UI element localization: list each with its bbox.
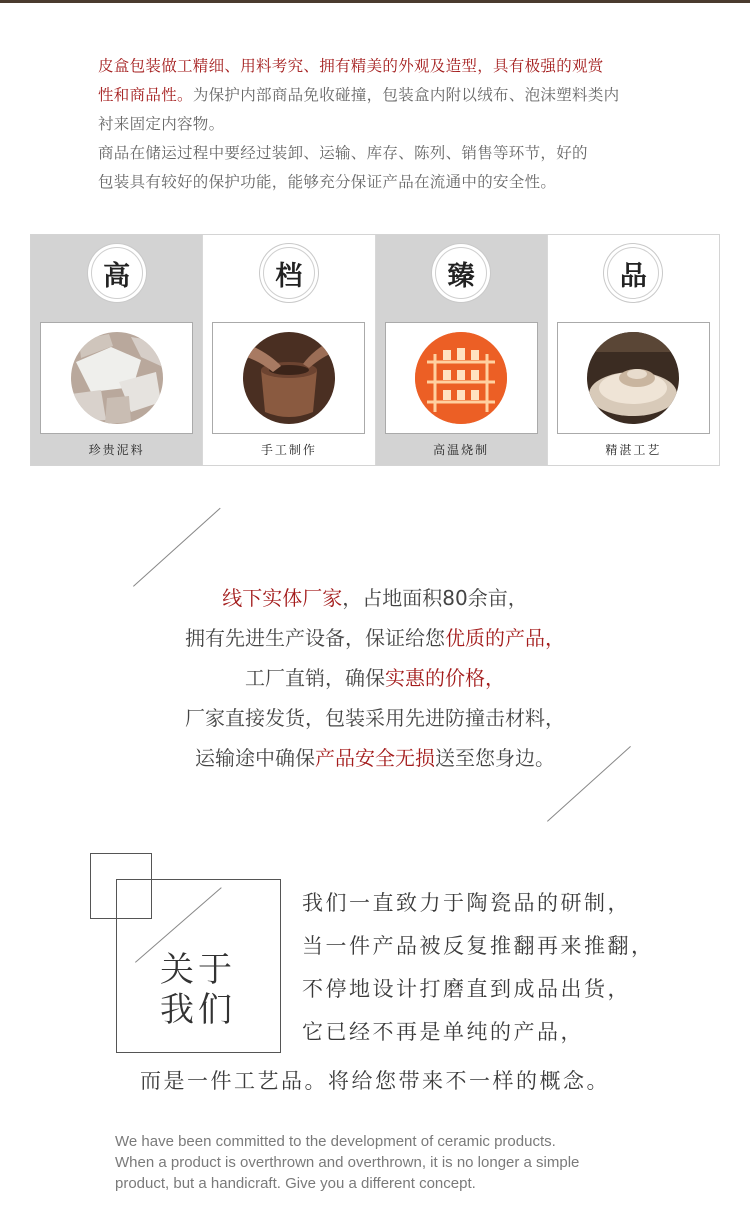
factory-highlight: 优质的产品， [445,626,565,650]
factory-line [0,738,750,778]
english-line: We have been committed to the development of ceramic products. [115,1133,556,1150]
intro-line: 衬来固定内容物。 [98,115,225,133]
factory-highlight: 线下实体厂家 [222,586,343,610]
intro-line [98,81,668,110]
intro-highlight: 性和商品性。 [98,86,193,104]
about-us-title [160,950,236,1030]
feature-caption: 手工制作 [260,443,317,457]
feature-badge: 高 [91,247,143,299]
about-us-text [302,882,655,1054]
intro-paragraph [98,52,668,197]
feature-badge: 臻 [435,247,487,299]
intro-text: 为保护内部商品免收碰撞，包装盒内附以绒布、泡沫塑料类内 [192,86,620,104]
factory-text: 工厂直销，确保 [245,666,385,690]
feature-caption: 高温烧制 [433,443,490,457]
about-closing-line: 而是一件工艺品。将给您带来不一样的概念。 [140,1069,610,1093]
decorative-slash-line [133,508,221,587]
feature-badge: 档 [263,247,315,299]
intro-highlight: 皮盒包装做工精细、用料考究、拥有精美的外观及造型，具有极强的观赏 [98,57,604,75]
english-translation [115,1131,675,1194]
intro-line: 商品在储运过程中要经过装卸、运输、库存、陈列、销售等环节，好的 [98,144,588,162]
photo-frame [557,322,710,434]
about-line: 不停地设计打磨直到成品出货， [302,977,631,1001]
intro-line: 包装具有较好的保护功能，能够充分保证产品在流通中的安全性。 [98,173,557,191]
english-line: product, but a handicraft. Give you a different concept. [115,1175,476,1192]
about-line: 当一件产品被反复推翻再来推翻， [302,934,655,958]
ceramic-lid-image [587,332,679,424]
factory-line [0,578,750,618]
feature-panel-firing [376,235,548,465]
about-title-line: 关于 [160,950,236,990]
about-line: 它已经不再是单纯的产品， [302,1020,584,1044]
photo-frame [212,322,365,434]
feature-panels [30,234,720,466]
top-divider-bar [0,0,750,3]
factory-highlight: 实惠的价格， [385,666,505,690]
factory-info [0,578,750,778]
kiln-firing-image [415,332,507,424]
feature-panel-handmade [203,235,375,465]
factory-highlight: 产品安全无损 [315,746,435,770]
english-line: When a product is overthrown and overthrown, it is no longer a simple [115,1154,580,1171]
photo-frame [385,322,538,434]
feature-caption: 珍贵泥料 [88,443,145,457]
feature-caption: 精湛工艺 [605,443,662,457]
factory-text: ，占地面积80余亩， [342,586,528,610]
feature-panel-craft [548,235,719,465]
pottery-wheel-image [243,332,335,424]
about-line: 我们一直致力于陶瓷品的研制， [302,891,631,915]
factory-text: 拥有先进生产设备，保证给您 [185,626,445,650]
photo-frame [40,322,193,434]
factory-line [0,618,750,658]
intro-line [98,52,668,81]
feature-panel-clay [31,235,203,465]
factory-text: 运输途中确保 [195,746,315,770]
factory-text: 送至您身边。 [435,746,555,770]
factory-line [0,658,750,698]
factory-line: 厂家直接发货，包装采用先进防撞击材料， [185,706,565,730]
clay-chunks-image [71,332,163,424]
about-title-line: 我们 [160,990,236,1030]
feature-badge: 品 [607,247,659,299]
